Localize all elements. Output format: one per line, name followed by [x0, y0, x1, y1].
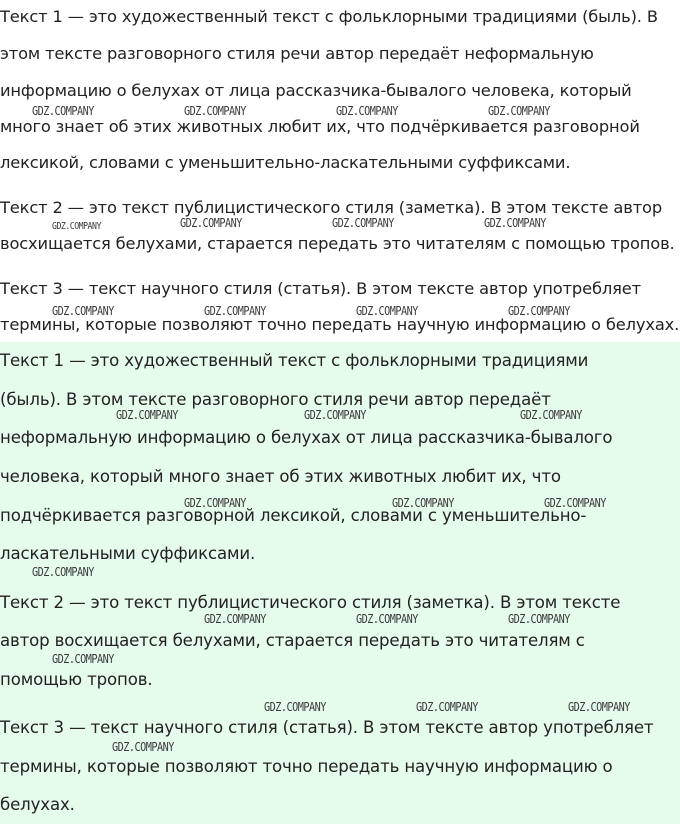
text-line: Текст 2 — это текст публицистического стиля (заметка). В этом тексте автор — [0, 198, 663, 217]
watermark: GDZ.COMPANY — [392, 496, 454, 510]
watermark: GDZ.COMPANY — [180, 216, 242, 230]
watermark: GDZ.COMPANY — [32, 565, 94, 579]
text-line: лексикой, словами с уменьшительно-ласкательными суффиксами. — [0, 153, 571, 172]
watermark: GDZ.COMPANY — [484, 216, 546, 230]
text-line: помощью тропов. — [0, 670, 153, 689]
watermark: GDZ.COMPANY — [204, 304, 266, 318]
text-line: Текст 1 — это художественный текст с фольклорными традициями — [0, 351, 589, 370]
text-line: Текст 1 — это художественный текст с фольклорными традициями (быль). В — [0, 7, 658, 26]
watermark: GDZ.COMPANY — [568, 700, 630, 714]
watermark: GDZ.COMPANY — [204, 612, 266, 626]
text-line: термины, которые позволяют точно передать научную информацию о белухах. — [0, 315, 680, 334]
text-line: много знает об этих животных любит их, что подчёркивается разговорной — [0, 117, 640, 136]
watermark: GDZ.COMPANY — [508, 304, 570, 318]
text-line: человека, который много знает об этих животных любит их, что — [0, 467, 561, 486]
text-line: белухах. — [0, 795, 75, 814]
text-line: этом тексте разговорного стиля речи автор передаёт неформальную — [0, 44, 594, 63]
text-line: Текст 3 — текст научного стиля (статья). В этом тексте автор употребляет — [0, 279, 641, 298]
watermark: GDZ.COMPANY — [52, 304, 114, 318]
watermark: GDZ.COMPANY — [544, 496, 606, 510]
watermark: GDZ.COMPANY — [508, 612, 570, 626]
watermark: GDZ.COMPANY — [52, 221, 101, 232]
watermark: GDZ.COMPANY — [304, 408, 366, 422]
watermark: GDZ.COMPANY — [356, 612, 418, 626]
text-line: Текст 2 — это текст публицистического стиля (заметка). В этом тексте — [0, 593, 621, 612]
watermark: GDZ.COMPANY — [52, 652, 114, 666]
text-line: восхищается белухами, старается передать это читателям с помощью тропов. — [0, 234, 675, 253]
text-line: автор восхищается белухами, старается передать это читателям с — [0, 631, 585, 650]
watermark: GDZ.COMPANY — [336, 104, 398, 118]
watermark: GDZ.COMPANY — [116, 408, 178, 422]
text-line: неформальную информацию о белухах от лица рассказчика-бывалого — [0, 428, 613, 447]
text-line: информацию о белухах от лица рассказчика-бывалого человека, который — [0, 81, 632, 100]
watermark: GDZ.COMPANY — [356, 304, 418, 318]
watermark: GDZ.COMPANY — [184, 496, 246, 510]
watermark: GDZ.COMPANY — [416, 700, 478, 714]
watermark: GDZ.COMPANY — [520, 408, 582, 422]
text-line: ласкательными суффиксами. — [0, 544, 256, 563]
text-line: термины, которые позволяют точно передать научную информацию о — [0, 757, 613, 776]
text-line: подчёркивается разговорной лексикой, словами с уменьшительно- — [0, 506, 587, 525]
watermark: GDZ.COMPANY — [184, 104, 246, 118]
text-line: Текст 3 — текст научного стиля (статья). В этом тексте автор употребляет — [0, 718, 654, 737]
text-line: (быль). В этом тексте разговорного стиля речи автор передаёт — [0, 390, 551, 409]
original-text-block — [0, 0, 680, 342]
watermark: GDZ.COMPANY — [32, 104, 94, 118]
watermark: GDZ.COMPANY — [488, 104, 550, 118]
watermark: GDZ.COMPANY — [332, 216, 394, 230]
watermark: GDZ.COMPANY — [264, 700, 326, 714]
watermark: GDZ.COMPANY — [112, 740, 174, 754]
